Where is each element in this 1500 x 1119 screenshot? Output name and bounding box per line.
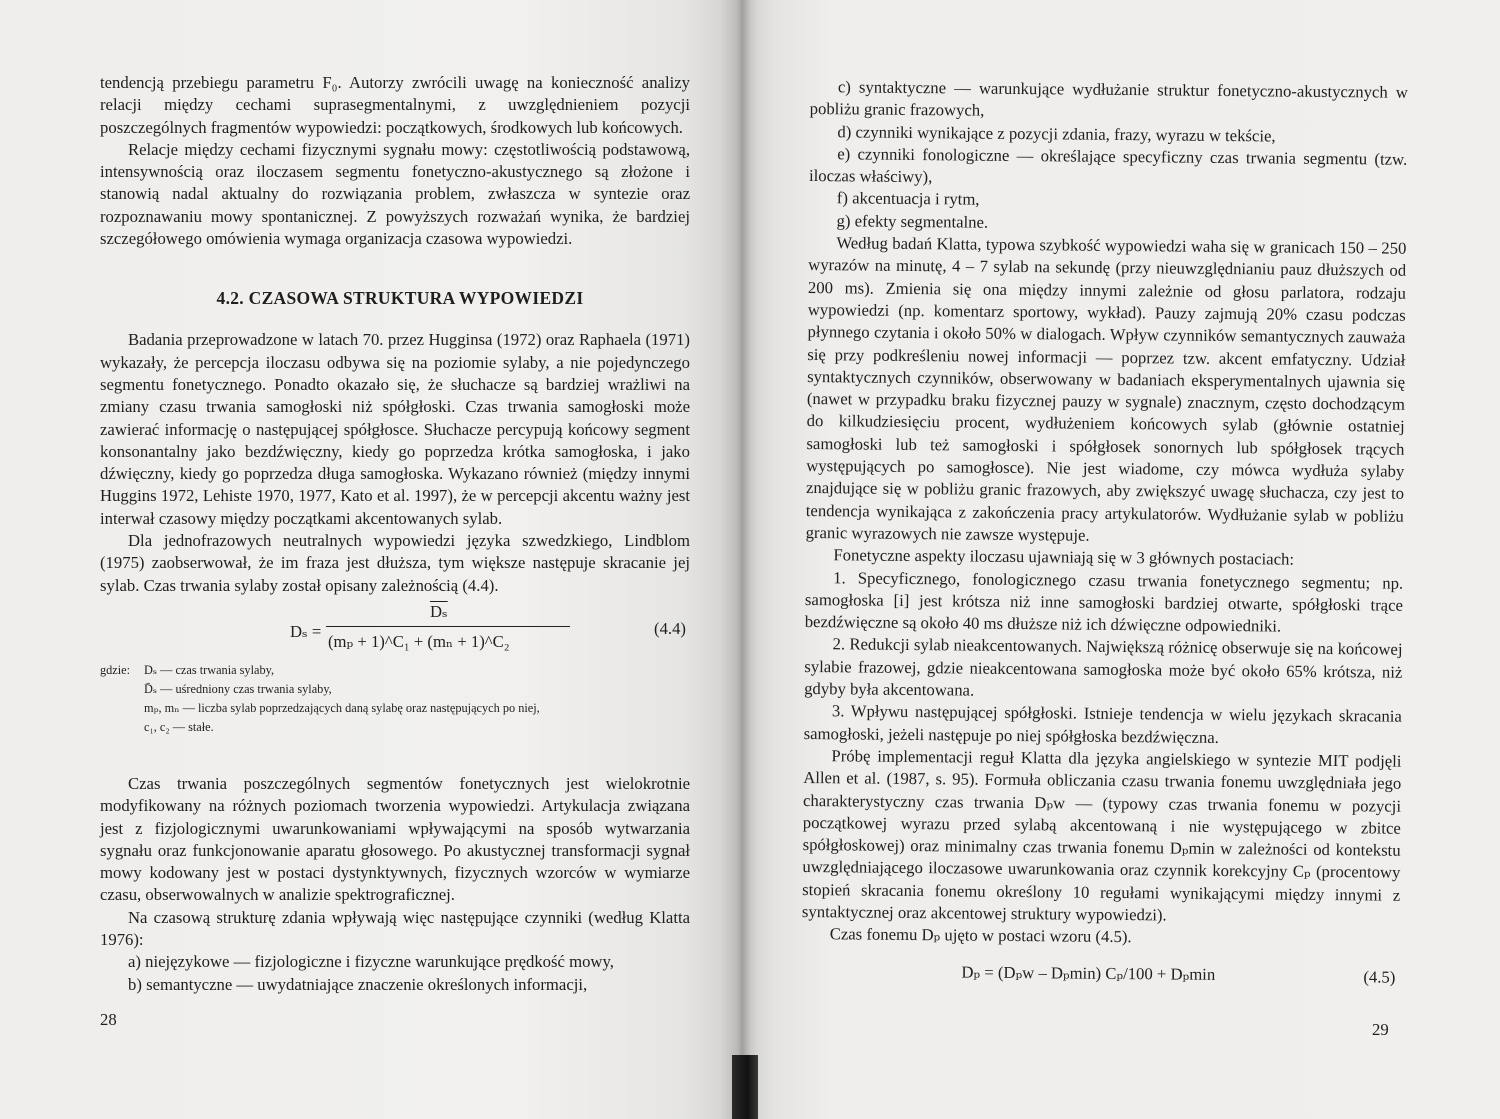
- formula-legend: [100, 661, 690, 737]
- legend-text: mₚ, mₙ — liczba sylab poprzedzających daną sylabę oraz następujących po niej,: [144, 700, 540, 715]
- formula-4-5: [801, 960, 1399, 996]
- list-item: 2. Redukcji sylab nieakcentowanych. Największą różnicę obserwuje się na końcowej sylabie frazowej, gdzie nieakcentowana samogłoska może być około 65% krótsza, niż gdyby była akcentowana.: [804, 634, 1403, 700]
- fraction-line: [326, 626, 570, 627]
- legend-row: [100, 699, 690, 718]
- legend-text: c₁, c₂ — stałe.: [144, 719, 214, 734]
- equation-number: (4.4): [654, 618, 686, 638]
- formula-numerator-text: $\overline{D_s}$: [430, 601, 448, 621]
- paragraph: Próbę implementacji reguł Klatta dla języka angielskiego w syntezie MIT podjęli Allen et al. (1987, s. 95). Formuła obliczania czasu trwania fonemu uwzględniała jego charakterystyczny czas trwania Dₚw — (typowy czas trwania fonemu w pozycji początkowej wyrazu przed sylabą akcentowaną i nie występującego w zbitce spółgłoskowej) oraz minimalny czas trwania fonemu Dₚmin w zależności od kontekstu uwzględniającego iloczasowe uwarunkowania oraz czynnik korekcyjny Cₚ (procentowy stopień skracania fonemu określony 10 regułami wynikającymi między innymi z syntaktycznej oraz akcentowej struktury wypowiedzi).: [801, 746, 1402, 925]
- equation-number: (4.5): [1363, 966, 1396, 987]
- list-item: d) czynniki wynikające z pozycji zdania, frazy, wyrazu w tekście,: [837, 121, 1276, 146]
- formula-4-4: [100, 601, 690, 657]
- list-item: a) niejęzykowe — fizjologiczne i fizyczne warunkujące prędkość mowy,: [128, 952, 614, 972]
- page-number: 29: [1372, 1020, 1389, 1039]
- list-item: f) akcentuacja i rytm,: [836, 188, 980, 210]
- legend-lead: gdzie:: [100, 662, 131, 677]
- paragraph: Na czasową strukturę zdania wpływają więc następujące czynniki (według Klatta 1976):: [100, 907, 690, 950]
- formula-body: Dₚ = (Dₚw – Dₚmin) Cₚ/100 + Dₚmin: [961, 962, 1216, 984]
- list-item: 1. Specyficznego, fonologicznego czasu trwania fonetycznego segmentu; np. samogłoska [i] jest krótsza niż inne samogłoski bardziej otwarte, spółgłoski trące bezdźwięczne są około 40 ms dłuższe niż ich dźwięczne odpowiedniki.: [804, 567, 1404, 636]
- formula-denominator: (mₚ + 1)^C₁ + (mₙ + 1)^C₂: [328, 631, 510, 651]
- legend-text: D̄ₛ — uśredniony czas trwania sylaby,: [144, 681, 332, 696]
- legend-row: [100, 680, 690, 699]
- legend-row: [100, 718, 690, 737]
- legend-text: Dₛ — czas trwania sylaby,: [144, 662, 275, 677]
- list-item: g) efekty segmentalne.: [836, 211, 989, 232]
- paragraph: Fonetyczne aspekty iloczasu ujawniają się w 3 głównych postaciach:: [833, 545, 1295, 569]
- list-item: c) syntaktyczne — warunkujące wydłużanie struktur fonetyczno-akustycznych w pobliżu granic frazowych,: [809, 77, 1408, 120]
- right-text-column: [801, 76, 1408, 995]
- formula-lhs: Dₛ =: [290, 621, 322, 641]
- legend-row: [100, 661, 690, 680]
- section-heading: 4.2. CZASOWA STRUKTURA WYPOWIEDZI: [216, 288, 584, 309]
- paragraph: Czas fonemu Dₚ ujęto w postaci wzoru (4.5).: [829, 924, 1132, 947]
- formula-numerator: [430, 601, 448, 622]
- paragraph: Badania przeprowadzone w latach 70. przez Hugginsa (1972) oraz Raphaela (1971) wykazały, że percepcja iloczasu odbywa się na poziomie sylaby, a nie pojedynczego segmentu fonetycznego. Ponadto okazało się, że słuchacze są bardziej wrażliwi na zmiany czasu trwania samogłoski niż spółgłoski. Czas trwania samogłoski może zawierać informację o następującej spółgłosce. Słuchacze percypują końcowy segment konsonantalny jako bezdźwięczny, kiedy go poprzedza krótka samogłoska, i jako dźwięczny, kiedy go poprzedza długa samogłoska. Wykazano również (między innymi Huggins 1972, Lehiste 1970, 1977, Kato et al. 1997), że w percepcji akcentu ważny jest interwał czasowy między początkami akcentowanych sylab.: [100, 330, 690, 528]
- paragraph: Według badań Klatta, typowa szybkość wypowiedzi waha się w granicach 150 – 250 wyrazów na minutę, 4 – 7 sylab na sekundę (przy nieuwzględnianiu pauz dłuższych od 200 ms). Zmienia się ona między innymi zależnie od głosu parlatora, rodzaju wypowiedzi (np. komentarz sportowy, wykład). Pauzy zajmują 20% czasu podczas płynnego czytania i około 50% w dialogach. Wpływ czynników semantycznych zauważa się przy podkreśleniu nowej informacji — poprzez tzw. akcent emfatyczny. Udział syntaktycznych czynników, obserwowany w badaniach eksperymentalnych ujawnia się (nawet w przypadku braku fizycznej pauzy w sygnale) znacznym, często dochodzącym do kilkudziesięciu procent, wydłużeniem końcowych sylab (głównie ostatniej samogłoski lub też samogłoski i spółgłosek sonornych lub spółgłosek trących występujących po samogłosce). Nie jest wiadome, czy mówca wydłuża sylaby znajdujące się w pobliżu granic frazowych, aby zwiększyć uwagę słuchacza, czy jest to tendencja wynikająca z zakończenia pracy artykulatorów. Wydłużanie sylab w pobliżu granic wyrazowych nie zawsze występuje.: [805, 233, 1407, 545]
- paragraph: Czas trwania poszczególnych segmentów fonetycznych jest wielokrotnie modyfikowany na różnych poziomach tworzenia wypowiedzi. Artykulacja związana jest z fizjologicznymi uwarunkowaniami wpływającymi na sposób wytwarzania sygnału oraz funkcjonowanie aparatu głosowego. Po akustycznej transformacji sygnał mowy kodowany jest w postaci dystynktywnych, fizycznych wzorców w wymiarze czasu, obserwowalnych w analizie spektrograficznej.: [100, 773, 690, 905]
- left-page: [0, 0, 742, 1119]
- book-spine: [732, 1055, 758, 1119]
- list-item: b) semantyczne — uwydatniające znaczenie określonych informacji,: [128, 974, 588, 994]
- paragraph: Dla jednofrazowych neutralnych wypowiedzi języka szwedzkiego, Lindblom (1975) zaobserwował, że im fraza jest dłuższa, tym większe następuje skracanie jej sylab. Czas trwania sylaby został opisany zależnością (4.4).: [100, 531, 690, 595]
- paragraph: Relacje między cechami fizycznymi sygnału mowy: częstotliwością podstawową, intensywnością oraz iloczasem segmentu fonetyczno-akustycznego są złożone i stanowią nadal aktualny do rozwiązania problem, zwłaszcza w syntezie oraz rozpoznawaniu mowy spontanicznej. Z powyższych rozważań wynika, że bardziej szczegółowego omówienia wymaga organizacja czasowa wypowiedzi.: [100, 139, 690, 249]
- page-number: 28: [100, 1010, 117, 1029]
- list-item: 3. Wpływu następującej spółgłoski. Istnieje tendencja w wielu językach skracania samogłoski, jeżeli następuje po niej spółgłoska bezdźwięczna.: [803, 701, 1402, 747]
- paragraph: tendencją przebiegu parametru F₀. Autorzy zwrócili uwagę na konieczność analizy relacji między cechami suprasegmentalnymi, z uwzględnieniem pozycji poszczególnych fragmentów wypowiedzi: początkowych, środkowych lub końcowych.: [100, 73, 690, 137]
- list-item: e) czynniki fonologiczne — określające specyficzny czas trwania segmentu (tzw. iloczas właściwy),: [808, 144, 1408, 187]
- left-text-column: [100, 72, 690, 996]
- book-gutter: [720, 0, 758, 1119]
